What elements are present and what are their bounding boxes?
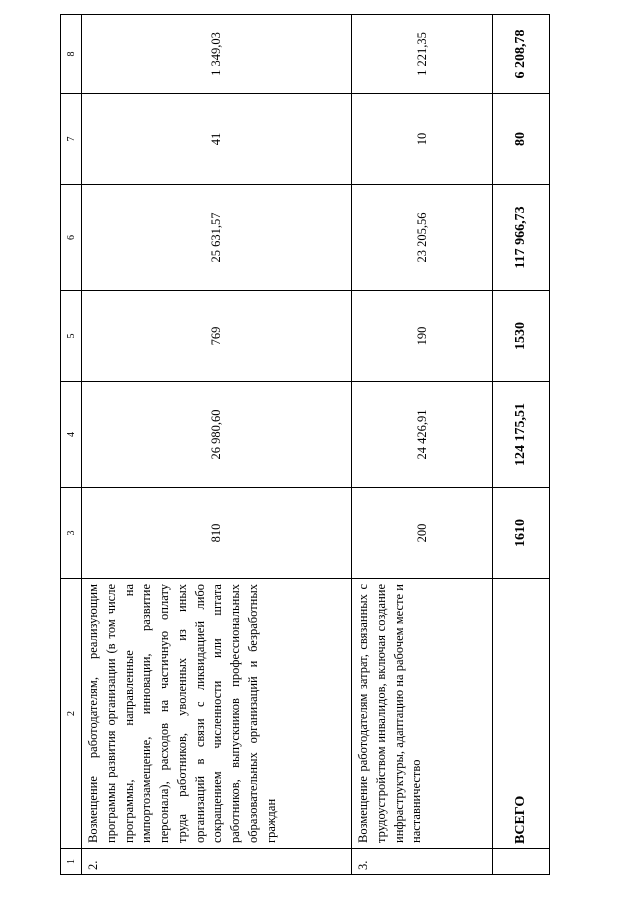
total-col4: 124 175,51	[493, 382, 550, 488]
cell-col8: 1 221,35	[352, 15, 493, 94]
total-num-cell	[493, 849, 550, 875]
cell-col5: 190	[352, 291, 493, 382]
total-col6: 117 966,73	[493, 185, 550, 291]
cell-col3: 810	[82, 488, 352, 579]
table-row	[82, 15, 352, 875]
funding-table	[60, 14, 550, 875]
cell-col5: 769	[82, 291, 352, 382]
cell-col3: 200	[352, 488, 493, 579]
total-col7: 80	[493, 94, 550, 185]
cell-col6: 25 631,57	[82, 185, 352, 291]
cell-col4: 24 426,91	[352, 382, 493, 488]
row-number: 2.	[82, 849, 352, 875]
cell-col8: 1 349,03	[82, 15, 352, 94]
column-header: 3	[61, 488, 82, 579]
table-row	[352, 15, 493, 875]
total-col8: 6 208,78	[493, 15, 550, 94]
total-row	[493, 15, 550, 875]
column-header: 8	[61, 15, 82, 94]
row-description: Возмещение работодателям затрат, связанных с трудоустройством инвалидов, включая создание инфраструктуры, адаптацию на рабочем месте и наставничество	[352, 579, 493, 849]
column-header: 6	[61, 185, 82, 291]
total-col3: 1610	[493, 488, 550, 579]
column-header: 7	[61, 94, 82, 185]
total-col5: 1530	[493, 291, 550, 382]
cell-col4: 26 980,60	[82, 382, 352, 488]
column-header: 1	[61, 849, 82, 875]
row-description: Возмещение работодателям, реализующим программы развития организации (в том числе программы, направленные на импортозамещение, инновации, развитие персонала), расходов на частичную оплату труда работников, уволенных из иных организаций в связи с ликвидацией либо сокращением численности или штата работников, выпускников профессиональных образовательных организаций и безработных граждан	[82, 579, 352, 849]
column-number-row	[61, 15, 82, 875]
cell-col7: 41	[82, 94, 352, 185]
cell-col7: 10	[352, 94, 493, 185]
column-header: 2	[61, 579, 82, 849]
total-label: ВСЕГО	[493, 579, 550, 849]
row-number: 3.	[352, 849, 493, 875]
column-header: 4	[61, 382, 82, 488]
rotated-table-container	[60, 15, 550, 875]
column-header: 5	[61, 291, 82, 382]
cell-col6: 23 205,56	[352, 185, 493, 291]
